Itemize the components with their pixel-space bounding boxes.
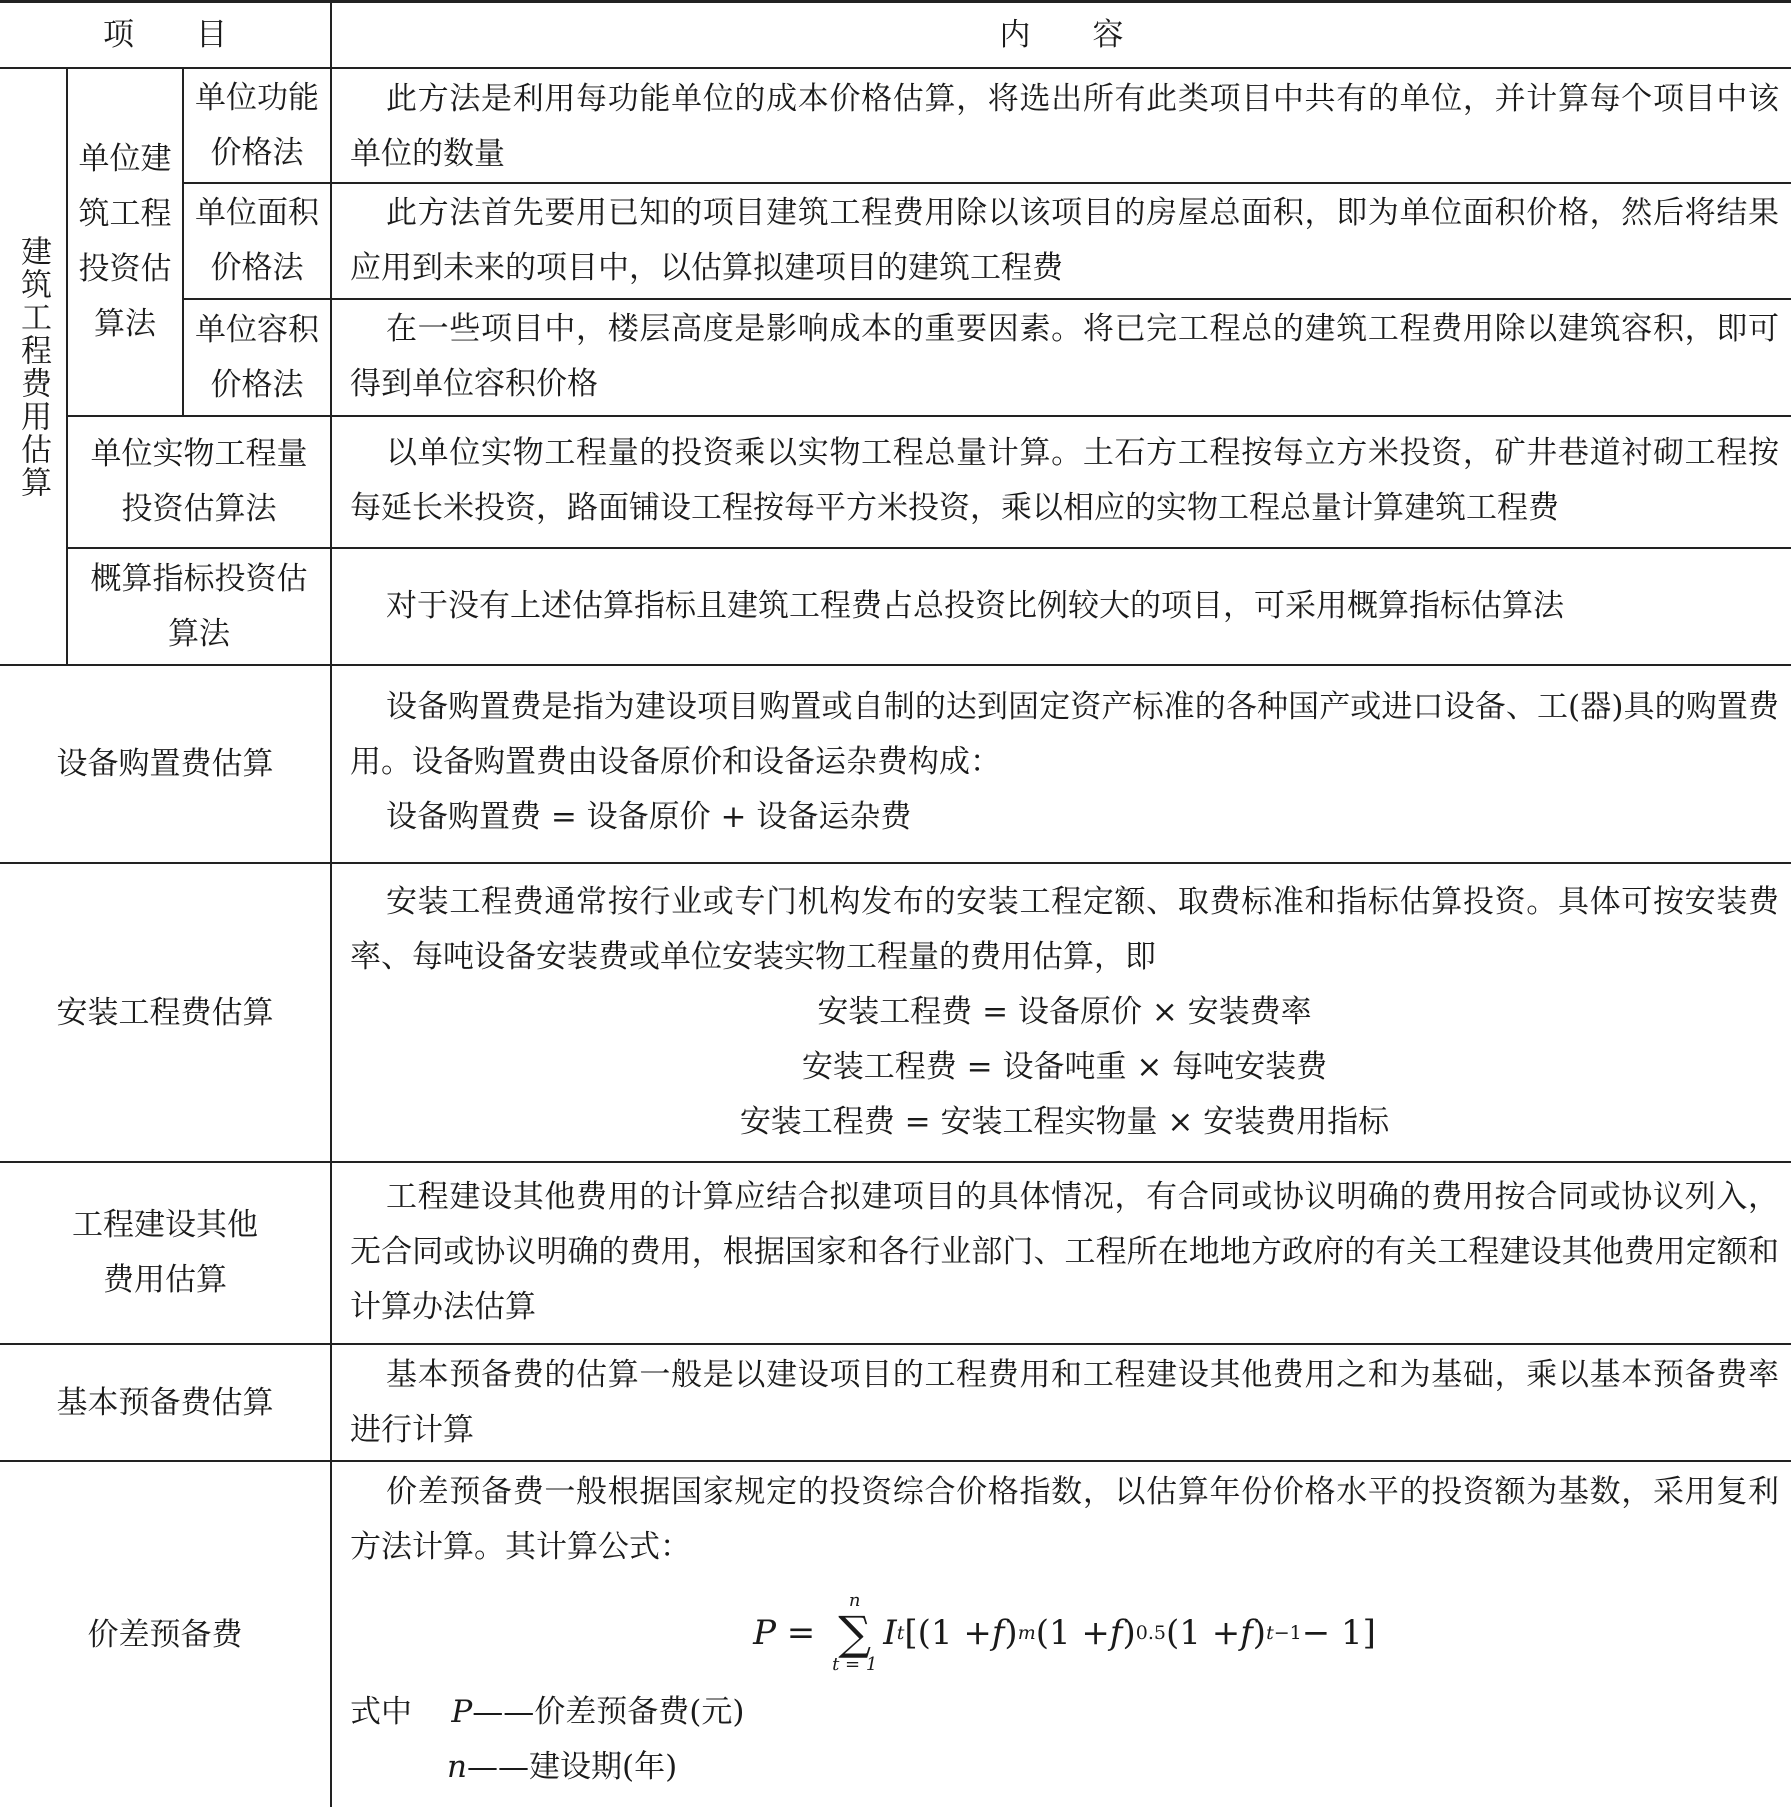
row-content-equipment: [332, 680, 1791, 862]
row-content-install: [332, 875, 1791, 1161]
row-divider-1: [182, 182, 1791, 184]
row-label-install: 安装工程费估算: [56, 994, 274, 1031]
row-content-unit-area: 此方法首先要用已知的项目建筑工程费用除以该项目的房屋总面积，即为单位面积价格，然后将结果应用到未来的项目中，以估算拟建项目的建筑工程费: [350, 195, 1779, 286]
install-formula-2: 安装工程费 = 设备吨重 × 每吨安装费: [801, 1049, 1328, 1085]
header-item-label: 项 目: [103, 16, 227, 53]
install-text: 安装工程费通常按行业或专门机构发布的安装工程定额、取费标准和指标估算投资。具体可按安装费率、每吨设备安装费或单位安装实物工程量的费用估算，即: [350, 884, 1779, 975]
row-label-basic-reserve: 基本预备费估算: [56, 1384, 274, 1421]
price-def-p: 式中 P——价差预备费(元): [350, 1694, 745, 1730]
row-label-price-reserve: 价差预备费: [87, 1616, 243, 1653]
row-divider-2: [182, 298, 1791, 300]
row-content-basic-reserve: 基本预备费的估算一般是以建设项目的工程费用和工程建设其他费用之和为基础，乘以基本预备费率进行计算: [350, 1357, 1779, 1448]
equipment-formula: 设备购置费 = 设备原价 + 设备运杂费: [386, 799, 912, 835]
subgroup-label-unit-method: 单位建筑工程投资估算法: [78, 141, 172, 342]
row-label-unit-volume: 单位容积价格法: [195, 311, 319, 403]
row-content-price-reserve: [332, 1465, 1791, 1807]
header-content-label: 内 容: [999, 16, 1124, 53]
price-text: 价差预备费一般根据国家规定的投资综合价格指数，以估算年份价格水平的投资额为基数，采用复利方法计算。其计算公式：: [350, 1474, 1779, 1565]
row-content-estimate-index: 对于没有上述估算指标且建筑工程费占总投资比例较大的项目，可采用概算指标估算法: [386, 588, 1564, 624]
group-label-building-cost: 建筑工程费用估算: [15, 234, 51, 499]
row-label-physical-quantity: 单位实物工程量投资估算法: [90, 436, 308, 527]
equipment-text: 设备购置费是指为建设项目购置或自制的达到固定资产标准的各种国产或进口设备、工(器)具的购置费用。设备购置费由设备原价和设备运杂费构成：: [350, 689, 1779, 780]
row-content-physical-quantity: 以单位实物工程量的投资乘以实物工程总量计算。土石方工程按每立方米投资，矿井巷道衬砌工程按每延长米投资，路面铺设工程按每平方米投资，乘以相应的实物工程总量计算建筑工程费: [350, 435, 1779, 526]
header-content-column: [332, 2, 1791, 67]
install-formula-3: 安装工程费 = 安装工程实物量 × 安装费用指标: [739, 1104, 1390, 1140]
row-label-estimate-index: 概算指标投资估算法: [90, 560, 308, 652]
header-item-column: [0, 2, 330, 67]
row-label-other-costs: 工程建设其他费用估算: [72, 1207, 258, 1298]
row-label-unit-area: 单位面积价格法: [195, 195, 319, 286]
row-content-other-costs: 工程建设其他费用的计算应结合拟建项目的具体情况，有合同或协议明确的费用按合同或协议列入，无合同或协议明确的费用，根据国家和各行业部门、工程所在地地方政府的有关工程建设其他费用定额和计算办法估算: [350, 1179, 1779, 1325]
install-formula-1: 安装工程费 = 设备原价 × 安装费率: [817, 994, 1312, 1030]
row-content-unit-volume: 在一些项目中，楼层高度是影响成本的重要因素。将已完工程总的建筑工程费用除以建筑容积，即可得到单位容积价格: [350, 311, 1779, 402]
row-content-unit-function: 此方法是利用每功能单位的成本价格估算，将选出所有此类项目中共有的单位，并计算每个项目中该单位的数量: [350, 81, 1779, 172]
row-label-equipment: 设备购置费估算: [56, 746, 274, 782]
row-label-unit-function: 单位功能价格法: [195, 79, 319, 171]
price-def-n: n——建设期(年): [447, 1749, 678, 1785]
price-reserve-formula: P = n ∑ t = 1 I t [(1 + f ) m (1 + f ) 0.5 (1 + f ) t−1 − 1]: [753, 1590, 1376, 1675]
